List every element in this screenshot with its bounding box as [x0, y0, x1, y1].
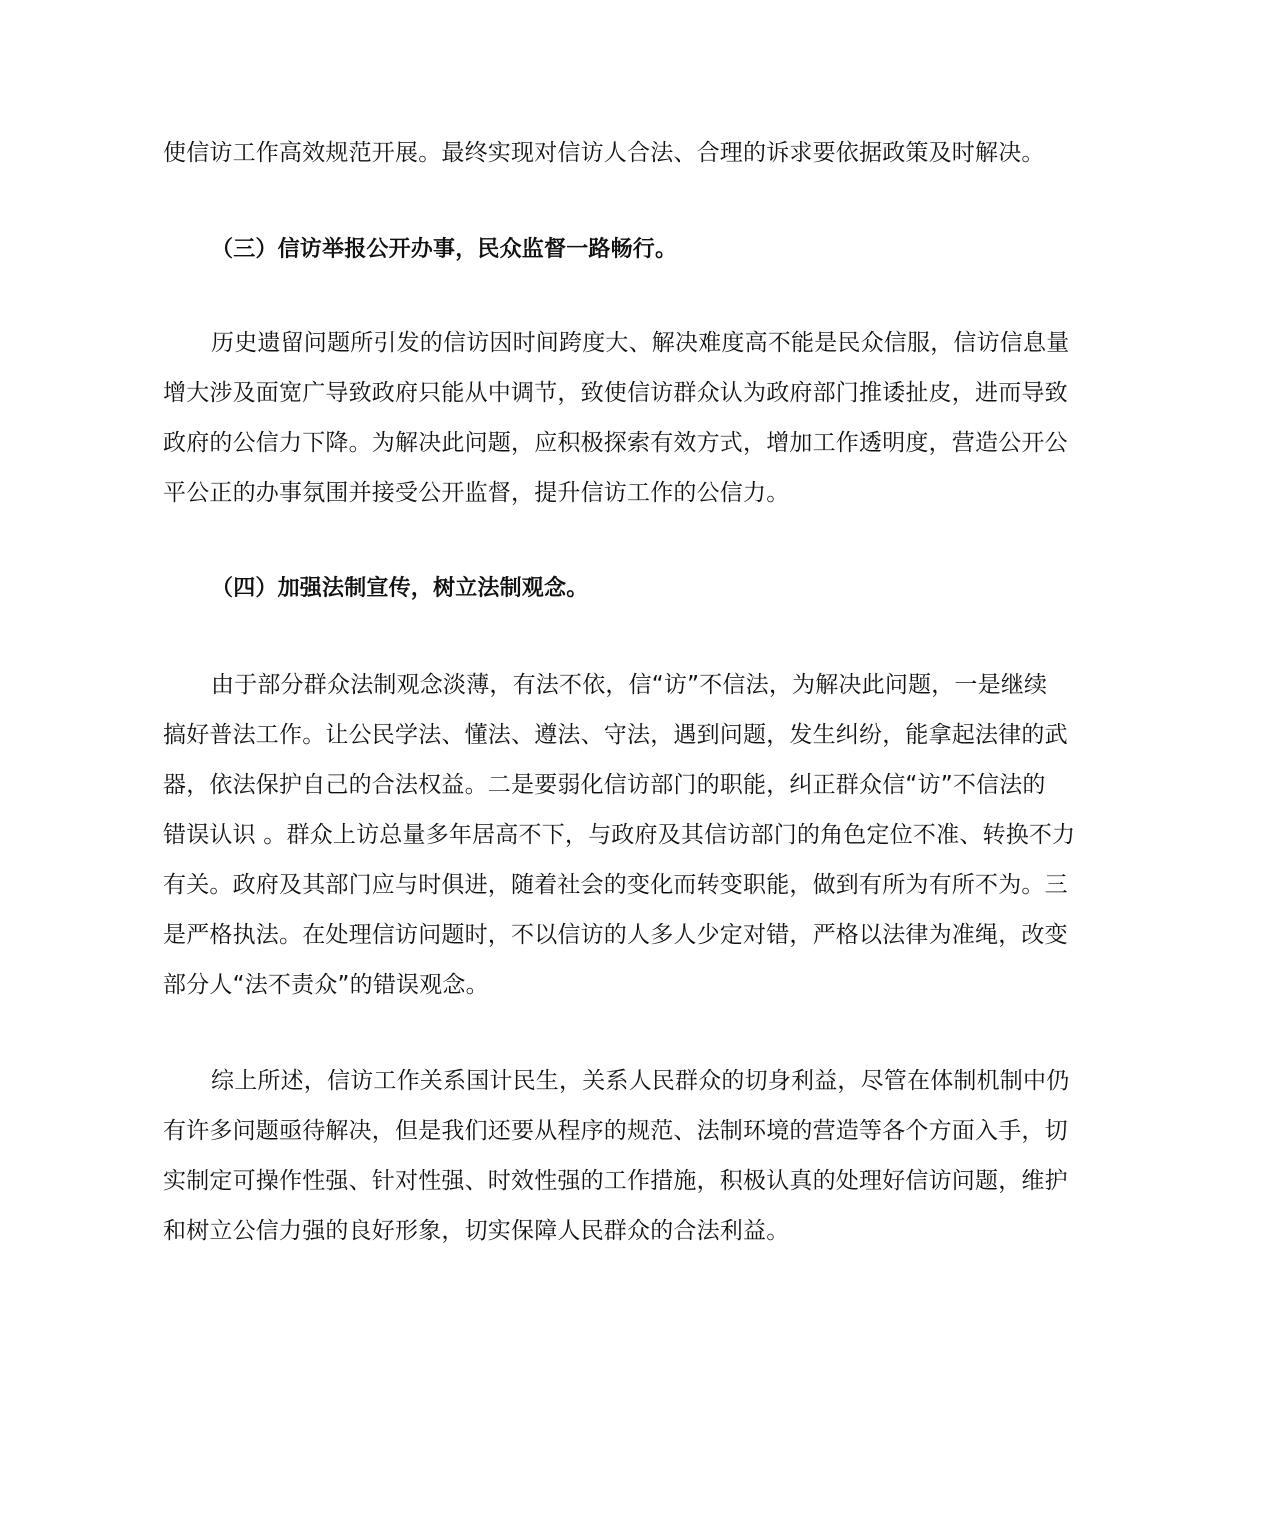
section-4-paragraph-line: 错误认识 。群众上访总量多年居高不下，与政府及其信访部门的角色定位不准、转换不力 — [163, 822, 1076, 848]
section-4-paragraph-line: 是严格执法。在处理信访问题时，不以信访的人多人少定对错，严格以法律为准绳，改变 — [163, 922, 1068, 948]
section-4-paragraph-line: 由于部分群众法制观念淡薄，有法不依，信“访”不信法，为解决此问题，一是继续 — [211, 672, 1048, 698]
conclusion-paragraph-line: 有许多问题亟待解决，但是我们还要从程序的规范、法制环境的营造等各个方面入手，切 — [163, 1118, 1068, 1144]
section-4-paragraph-line: 搞好普法工作。让公民学法、懂法、遵法、守法，遇到问题，发生纠纷，能拿起法律的武 — [163, 722, 1068, 748]
section-3-paragraph-line: 政府的公信力下降。为解决此问题，应积极探索有效方式，增加工作透明度，营造公开公 — [163, 430, 1068, 456]
section-4-paragraph-line: 有关。政府及其部门应与时俱进，随着社会的变化而转变职能，做到有所为有所不为。三 — [163, 872, 1068, 898]
paragraph-intro-line: 使信访工作高效规范开展。最终实现对信访人合法、合理的诉求要依据政策及时解决。 — [163, 140, 1045, 166]
conclusion-paragraph-line: 综上所述，信访工作关系国计民生，关系人民群众的切身利益，尽管在体制机制中仍 — [211, 1068, 1070, 1094]
section-4-paragraph-line: 器，依法保护自己的合法权益。二是要弱化信访部门的职能，纠正群众信“访”不信法的 — [163, 772, 1046, 798]
section-3-heading: （三）信访举报公开办事，民众监督一路畅行。 — [211, 237, 678, 262]
section-3-paragraph-line: 增大涉及面宽广导致政府只能从中调节，致使信访群众认为政府部门推诿扯皮，进而导致 — [163, 380, 1068, 406]
section-3-paragraph-line: 历史遗留问题所引发的信访因时间跨度大、解决难度高不能是民众信服，信访信息量 — [211, 330, 1070, 356]
conclusion-paragraph-line: 和树立公信力强的良好形象，切实保障人民群众的合法利益。 — [163, 1218, 790, 1244]
section-4-paragraph-line: 部分人“法不责众”的错误观念。 — [163, 972, 489, 998]
section-4-heading: （四）加强法制宣传，树立法制观念。 — [211, 576, 589, 601]
conclusion-paragraph-line: 实制定可操作性强、针对性强、时效性强的工作措施，积极认真的处理好信访问题，维护 — [163, 1168, 1068, 1194]
section-3-paragraph-line: 平公正的办事氛围并接受公开监督，提升信访工作的公信力。 — [163, 480, 790, 506]
